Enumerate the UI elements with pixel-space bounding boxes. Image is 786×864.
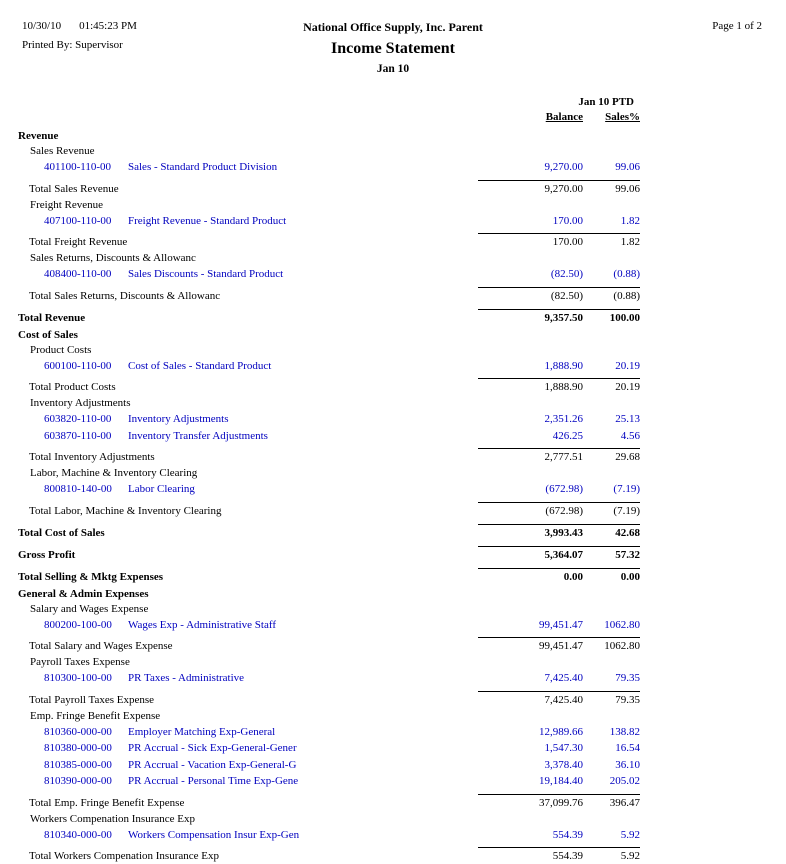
account-description-link[interactable]: Workers Compensation Insur Exp-Gen xyxy=(128,828,300,841)
row-label: Cost of Sales xyxy=(18,328,78,341)
report-row-total xyxy=(18,637,640,654)
account-description-link[interactable]: Cost of Sales - Standard Product xyxy=(128,359,272,372)
report-row-total xyxy=(18,233,640,250)
column-header-spacer xyxy=(18,96,478,108)
salespct-value: 0.00 xyxy=(583,568,640,585)
report-row-total xyxy=(18,448,640,465)
row-label: Workers Compenation Insurance Exp xyxy=(30,812,195,825)
account-label xyxy=(18,213,478,230)
account-description-link[interactable]: Inventory Transfer Adjustments xyxy=(128,429,268,442)
account-salespct-value[interactable]: 5.92 xyxy=(620,828,640,841)
account-label xyxy=(18,827,478,844)
column-group-header xyxy=(0,96,786,108)
account-label xyxy=(18,773,478,790)
report-row-group xyxy=(18,144,640,159)
row-label: Total Labor, Machine & Inventory Clearing xyxy=(29,504,222,517)
report-row-account xyxy=(18,266,640,283)
account-label xyxy=(18,670,478,687)
column-header-salespct: Sales% xyxy=(605,111,640,123)
print-time: 01:45:23 PM xyxy=(79,20,137,32)
account-label xyxy=(18,266,478,283)
account-balance-value[interactable]: 1,547.30 xyxy=(544,742,583,754)
balance-value: 3,993.43 xyxy=(478,524,583,541)
balance-value: 0.00 xyxy=(478,568,583,585)
report-row-total xyxy=(18,287,640,304)
balance-value: 9,270.00 xyxy=(478,180,583,197)
row-label: Revenue xyxy=(18,130,59,142)
salespct-value: 5.92 xyxy=(583,847,640,864)
salespct-value: 42.68 xyxy=(583,524,640,541)
account-description-link[interactable]: Inventory Adjustments xyxy=(128,413,229,425)
row-label: Total Selling & Mktg Expenses xyxy=(18,570,164,583)
account-balance-value[interactable]: 3,378.40 xyxy=(544,758,583,771)
account-number-link[interactable]: 810360-000-00 xyxy=(44,725,112,738)
balance-value: 554.39 xyxy=(478,847,583,864)
account-salespct-value[interactable]: 25.13 xyxy=(615,413,640,425)
report-row-group xyxy=(18,251,640,266)
account-label xyxy=(18,724,478,741)
row-label: Total Emp. Fringe Benefit Expense xyxy=(29,796,185,809)
balance-value: 170.00 xyxy=(478,233,583,250)
salespct-value: (7.19) xyxy=(583,502,640,519)
report-header xyxy=(0,0,786,84)
account-balance-value[interactable]: 554.39 xyxy=(552,828,583,841)
report-row-section xyxy=(18,129,640,144)
account-balance-value[interactable]: 7,425.40 xyxy=(544,672,583,684)
account-label xyxy=(18,159,478,176)
report-row-group xyxy=(18,396,640,411)
report-row-group xyxy=(18,198,640,213)
account-description-link[interactable]: Wages Exp - Administrative Staff xyxy=(128,618,276,631)
page-number: Page 1 of 2 xyxy=(712,20,762,32)
row-label: Total Sales Returns, Discounts & Allowanc xyxy=(29,289,221,302)
report-row-bold-total xyxy=(18,309,640,326)
report-row-account xyxy=(18,159,640,176)
account-number-link[interactable]: 603820-110-00 xyxy=(44,413,112,425)
account-number-link[interactable]: 810390-000-00 xyxy=(44,775,112,787)
report-row-account xyxy=(18,428,640,445)
account-balance-value[interactable]: 9,270.00 xyxy=(544,161,583,173)
report-body xyxy=(0,123,786,864)
account-balance-value[interactable]: 1,888.90 xyxy=(544,359,583,372)
balance-value: 7,425.40 xyxy=(478,691,583,708)
balance-value: 9,357.50 xyxy=(478,309,583,326)
report-row-total xyxy=(18,794,640,811)
company-name: National Office Supply, Inc. Parent xyxy=(303,20,483,34)
report-row-bold-total xyxy=(18,524,640,541)
account-label xyxy=(18,740,478,757)
account-salespct-value[interactable]: (0.88) xyxy=(613,268,640,280)
account-description-link[interactable]: Employer Matching Exp-General xyxy=(128,725,276,738)
account-number-link[interactable]: 810385-000-00 xyxy=(44,758,112,771)
account-balance-value[interactable]: (82.50) xyxy=(550,268,583,280)
salespct-value: 100.00 xyxy=(583,309,640,326)
account-salespct-value[interactable]: 16.54 xyxy=(615,742,640,754)
report-row-total xyxy=(18,502,640,519)
row-label: General & Admin Expenses xyxy=(18,587,149,600)
row-label: Sales Revenue xyxy=(30,145,95,157)
account-balance-value[interactable]: 170.00 xyxy=(552,214,583,227)
report-row-section xyxy=(18,587,640,602)
report-row-account xyxy=(18,773,640,790)
report-row-total xyxy=(18,180,640,197)
row-label: Inventory Adjustments xyxy=(30,397,131,409)
report-row-account xyxy=(18,481,640,498)
row-label: Emp. Fringe Benefit Expense xyxy=(30,709,161,722)
salespct-value: 1062.80 xyxy=(583,637,640,654)
report-row-account xyxy=(18,740,640,757)
row-label: Total Payroll Taxes Expense xyxy=(29,693,155,706)
salespct-value: (0.88) xyxy=(583,287,640,304)
row-label: Total Salary and Wages Expense xyxy=(29,640,173,652)
balance-value: 5,364.07 xyxy=(478,546,583,563)
account-number-link[interactable]: 603870-110-00 xyxy=(44,429,112,442)
balance-value: 99,451.47 xyxy=(478,637,583,654)
account-number-link[interactable]: 401100-110-00 xyxy=(44,161,112,173)
period-column-group-label: Jan 10 PTD xyxy=(578,96,634,108)
account-description-link[interactable]: PR Accrual - Sick Exp-General-Gener xyxy=(128,742,297,754)
account-label xyxy=(18,411,478,428)
account-label xyxy=(18,481,478,498)
report-row-account xyxy=(18,670,640,687)
report-row-account xyxy=(18,617,640,634)
account-number-link[interactable]: 408400-110-00 xyxy=(44,268,112,280)
account-number-link[interactable]: 600100-110-00 xyxy=(44,359,112,372)
row-label: Total Product Costs xyxy=(29,381,116,393)
row-label: Freight Revenue xyxy=(30,198,104,211)
account-description-link[interactable]: Freight Revenue - Standard Product xyxy=(128,214,287,227)
column-header-spacer xyxy=(18,111,478,123)
account-description-link[interactable]: PR Accrual - Personal Time Exp-Gene xyxy=(128,775,299,787)
report-row-group xyxy=(18,466,640,481)
account-balance-value[interactable]: 12,989.66 xyxy=(539,725,583,738)
report-row-account xyxy=(18,213,640,230)
salespct-value: 396.47 xyxy=(583,794,640,811)
account-salespct-value[interactable]: 36.10 xyxy=(615,758,640,771)
report-row-bold-total xyxy=(18,546,640,563)
account-label xyxy=(18,757,478,774)
account-label xyxy=(18,617,478,634)
report-row-total xyxy=(18,691,640,708)
account-number-link[interactable]: 810340-000-00 xyxy=(44,828,112,841)
account-number-link[interactable]: 810380-000-00 xyxy=(44,742,112,754)
row-label: Gross Profit xyxy=(18,548,76,561)
print-date: 10/30/10 xyxy=(22,20,62,32)
report-row-group xyxy=(18,602,640,617)
account-number-link[interactable]: 800200-100-00 xyxy=(44,618,112,631)
report-title: Income Statement xyxy=(331,40,455,57)
account-salespct-value[interactable]: 79.35 xyxy=(615,672,640,684)
account-salespct-value[interactable]: 4.56 xyxy=(620,429,640,442)
account-balance-value[interactable]: 19,184.40 xyxy=(539,775,583,787)
account-number-link[interactable]: 810300-100-00 xyxy=(44,672,112,684)
report-row-group xyxy=(18,343,640,358)
row-label: Sales Returns, Discounts & Allowanc xyxy=(30,252,196,264)
account-label xyxy=(18,358,478,375)
salespct-value: 1.82 xyxy=(583,233,640,250)
balance-value: 2,777.51 xyxy=(478,448,583,465)
report-row-account xyxy=(18,358,640,375)
account-balance-value[interactable]: 2,351.26 xyxy=(544,413,583,425)
report-row-account xyxy=(18,827,640,844)
row-label: Product Costs xyxy=(30,343,92,356)
account-description-link[interactable]: PR Taxes - Administrative xyxy=(128,672,245,684)
balance-value: (672.98) xyxy=(478,502,583,519)
report-row-account xyxy=(18,724,640,741)
account-balance-value[interactable]: 99,451.47 xyxy=(539,618,583,631)
account-number-link[interactable]: 407100-110-00 xyxy=(44,214,112,227)
report-row-account xyxy=(18,757,640,774)
row-label: Total Cost of Sales xyxy=(18,526,105,539)
report-row-group xyxy=(18,655,640,670)
account-description-link[interactable]: Sales Discounts - Standard Product xyxy=(128,268,284,280)
report-row-group xyxy=(18,812,640,827)
row-label: Salary and Wages Expense xyxy=(30,602,149,615)
salespct-value: 99.06 xyxy=(583,180,640,197)
column-header-balance: Balance xyxy=(545,111,583,123)
account-salespct-value[interactable]: 205.02 xyxy=(609,775,640,787)
row-label: Total Revenue xyxy=(18,311,86,324)
balance-value: 1,888.90 xyxy=(478,378,583,395)
account-balance-value[interactable]: (672.98) xyxy=(545,483,583,495)
row-label: Total Sales Revenue xyxy=(29,182,119,195)
report-row-account xyxy=(18,411,640,428)
salespct-value: 79.35 xyxy=(583,691,640,708)
salespct-value: 20.19 xyxy=(583,378,640,395)
account-description-link[interactable]: Labor Clearing xyxy=(128,483,195,495)
column-headers xyxy=(0,111,786,123)
row-label: Labor, Machine & Inventory Clearing xyxy=(30,467,198,479)
account-salespct-value[interactable]: 138.82 xyxy=(609,725,640,738)
account-description-link[interactable]: Sales - Standard Product Division xyxy=(128,161,278,173)
account-label xyxy=(18,428,478,445)
report-row-total xyxy=(18,378,640,395)
report-row-section xyxy=(18,328,640,343)
printed-by: Printed By: Supervisor xyxy=(22,39,123,51)
account-number-link[interactable]: 800810-140-00 xyxy=(44,483,112,495)
balance-value: (82.50) xyxy=(478,287,583,304)
account-salespct-value[interactable]: 99.06 xyxy=(615,161,640,173)
salespct-value: 29.68 xyxy=(583,448,640,465)
account-salespct-value[interactable]: 20.19 xyxy=(615,359,640,372)
report-row-bold-total xyxy=(18,568,640,585)
report-period: Jan 10 xyxy=(376,63,410,75)
row-label: Total Freight Revenue xyxy=(29,236,128,248)
row-label: Payroll Taxes Expense xyxy=(30,656,130,668)
account-description-link[interactable]: PR Accrual - Vacation Exp-General-G xyxy=(128,758,297,771)
account-salespct-value[interactable]: 1062.80 xyxy=(604,618,640,631)
salespct-value: 57.32 xyxy=(583,546,640,563)
report-row-total xyxy=(18,847,640,864)
report-row-group xyxy=(18,709,640,724)
row-label: Total Inventory Adjustments xyxy=(29,451,155,463)
row-label: Total Workers Compenation Insurance Exp xyxy=(29,850,219,862)
account-salespct-value[interactable]: 1.82 xyxy=(620,214,640,227)
balance-value: 37,099.76 xyxy=(478,794,583,811)
account-salespct-value[interactable]: (7.19) xyxy=(613,483,640,495)
account-balance-value[interactable]: 426.25 xyxy=(552,429,583,442)
